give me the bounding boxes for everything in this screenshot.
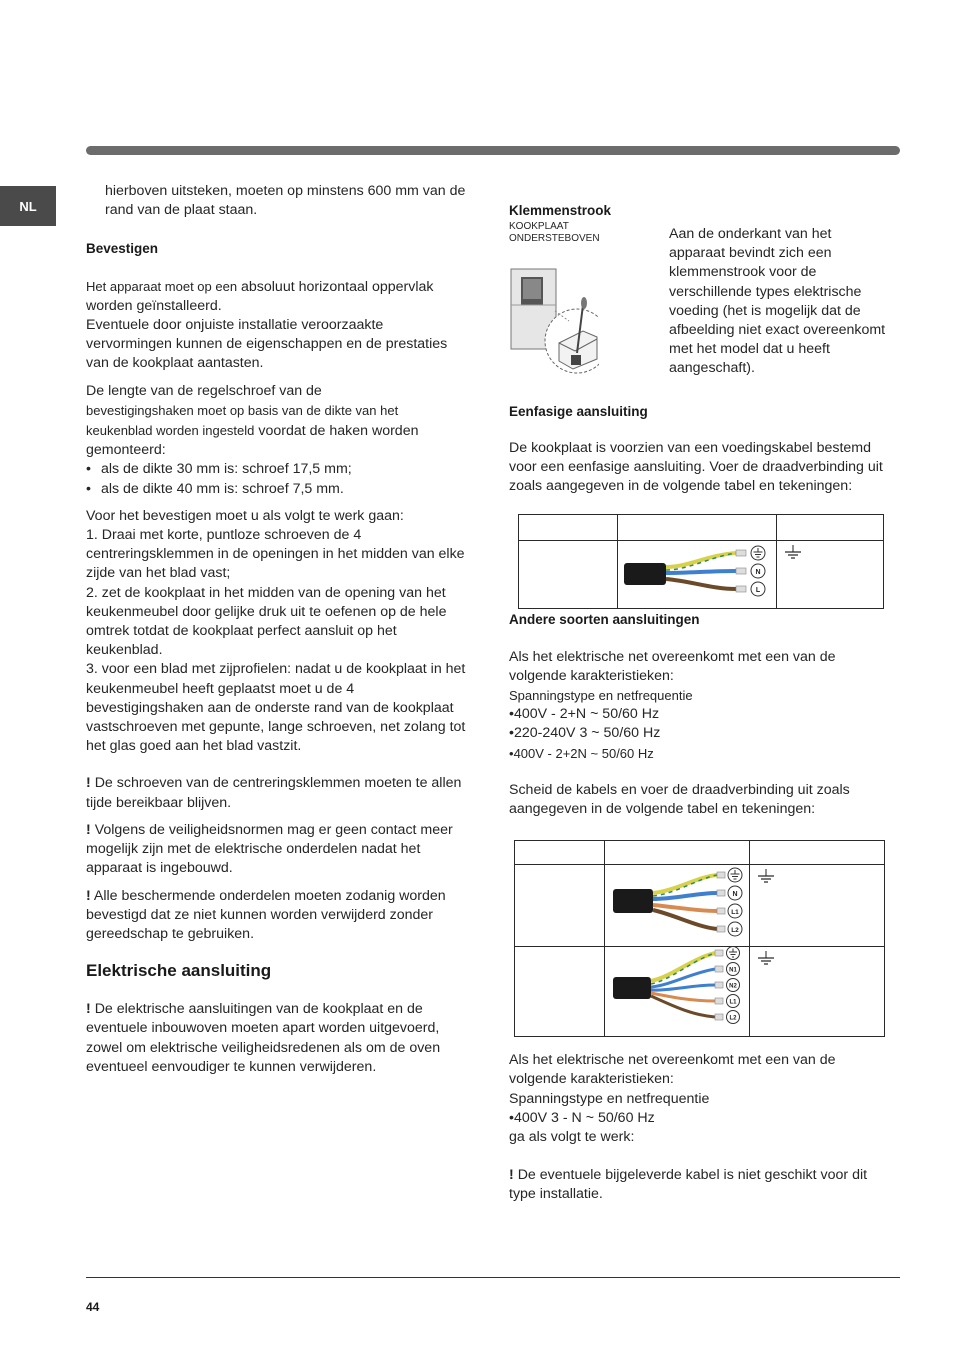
laatste-text-2: Spanningstype en netfrequentie [509, 1090, 710, 1107]
eenfasig-text: De kookplaat is voorzien van een voedingskabel bestemd voor een eenfasige aansluiting. Voer de draadverbinding uit zoals aangegeven in de volgende tabel en tekeningen: [509, 439, 883, 495]
table-header-cell [605, 841, 750, 865]
bullet-item: • als de dikte 30 mm is: schroef 17,5 mm; [86, 460, 468, 479]
bevestigen-paragraph-2: De lengte van de regelschroef van de bevestigingshaken moet op basis van de dikte van het keukenblad worden ingesteld voordat de haken worden gemonteerd: [86, 382, 419, 459]
wiring-cell [618, 541, 777, 609]
table-header-cell [519, 515, 618, 541]
earth-icon [754, 869, 778, 889]
table-header-cell [750, 841, 885, 865]
wiring-diagram-3-terminals [605, 865, 749, 941]
terminal-label: L1 [731, 909, 739, 916]
step-2: 2. zet de kookplaat in het midden van de opening van het keukenmeubel door gelijke druk uit te oefenen op de hele omtrek totdat de kookplaat perfect aansluit op het keukenblad. [86, 584, 447, 659]
left-column [86, 182, 468, 1077]
single-phase-wiring-diagram [618, 541, 776, 603]
terminal-label: L2 [729, 1015, 737, 1022]
right-column [509, 203, 889, 1205]
warning-1: ! De schroeven van de centreringsklemmen moeten te allen tijde bereikbaar blijven. [86, 775, 462, 811]
terminal-label: N [732, 891, 738, 898]
heading-eenfasig: Eenfasige aansluiting [509, 403, 648, 419]
single-phase-table [518, 514, 884, 609]
laatste-block [509, 1051, 889, 1204]
laatste-bullet: • 400V 3 - N ~ 50/60 Hz [509, 1109, 889, 1128]
multi-phase-table [514, 840, 885, 1037]
ground-cell [750, 865, 885, 947]
terminal-label: N [755, 569, 761, 576]
intro-text: hierboven uitsteken, moeten op minstens 600 mm van de rand van de plaat staan. [105, 183, 466, 219]
wiring-cell [605, 865, 750, 947]
heading-bevestigen: Bevestigen [86, 241, 159, 257]
ground-symbol-icon [751, 546, 765, 560]
ground-cell [750, 947, 885, 1037]
terminal-label: N2 [729, 983, 737, 990]
table-cell [519, 541, 618, 609]
table-header-cell [618, 515, 777, 541]
figure-label: KOOKPLAAT [509, 221, 569, 232]
earth-icon [781, 545, 805, 565]
heading-andere: Andere soorten aansluitingen [509, 612, 700, 628]
terminal-label: N1 [729, 967, 737, 974]
terminal-board-figure [509, 221, 659, 331]
hob-underside-illustration [509, 265, 599, 380]
page-number: 44 [86, 1300, 100, 1314]
andere-text-1: Als het elektrische net overeenkomt met een van de volgende karakteristieken: [509, 648, 836, 684]
laatste-text-3: ga als volgt te werk: [509, 1129, 635, 1146]
bevestigen-steps-intro: Voor het bevestigen moet u als volgt te werk gaan: [86, 507, 404, 524]
voltage-bullet: • 220-240V 3 ~ 50/60 Hz [509, 724, 889, 743]
step-3: 3. voor een blad met zijprofielen: nadat u de kookplaat in het keukenmeubel heeft geplaatst moet u de 4 bevestigingshaken aan de onderste rand van de kookplaat vastschroeven met gepunte, lange schroeven, net zolang tot het glas goed aan het blad vastzit. [86, 661, 466, 755]
heading-elektrische-aansluiting: Elektrische aansluiting [86, 961, 272, 981]
terminal-label: L [755, 587, 761, 594]
klemmenstrook-text: Aan de onderkant van het apparaat bevindt zich een klemmenstrook voor de verschillende types elektrische voeding (het is mogelijk dat de afbeelding niet exact overeenkomt met het model dat u heeft aangeschaft). [669, 226, 886, 377]
table-cell [515, 947, 605, 1037]
terminal-label: L1 [729, 999, 737, 1006]
voltage-bullet: • 400V - 2+2N ~ 50/60 Hz [509, 744, 889, 763]
warning-5: ! De eventuele bijgeleverde kabel is niet geschikt voor dit type installatie. [509, 1167, 868, 1203]
voltage-bullet: • 400V - 2+N ~ 50/60 Hz [509, 705, 889, 724]
heading-klemmenstrook: Klemmenstrook [509, 203, 612, 218]
warning-3: ! Alle beschermende onderdelen moeten zodanig worden bevestigd dat ze niet kunnen worden verwijderd zonder gereedschap te gebruiken. [86, 887, 446, 942]
top-rule [86, 146, 900, 155]
wiring-diagram-4-terminals [605, 947, 749, 1031]
bullet-item: • als de dikte 40 mm is: schroef 7,5 mm. [86, 480, 468, 499]
step-1: 1. Draai met korte, puntloze schroeven de 4 centreringsklemmen in de openingen in het midden van elke zijde van het blad vast; [86, 527, 465, 582]
earth-icon [754, 951, 778, 971]
warning-4: ! De elektrische aansluitingen van de kookplaat en de eventuele inbouwoven moeten apart worden uitgevoerd, zowel om elektrische veiligheidsredenen als om de oven eventueel eenvoudiger te kunnen verwijderen. [86, 1001, 441, 1075]
table-cell [515, 865, 605, 947]
wiring-cell [605, 947, 750, 1037]
ground-cell [777, 541, 884, 609]
footer-rule [86, 1277, 900, 1278]
laatste-text-1: Als het elektrische net overeenkomt met een van de volgende karakteristieken: [509, 1052, 836, 1088]
warning-2: ! Volgens de veiligheidsnormen mag er geen contact meer mogelijk zijn met de elektrische onderdelen nadat het apparaat is ingebouwd. [86, 821, 453, 877]
figure-label: ONDERSTEBOVEN [509, 233, 600, 244]
language-tab: NL [0, 186, 56, 226]
ground-symbol-icon [727, 947, 740, 960]
bevestigen-paragraph-1: Het apparaat moet op een absoluut horizontaal oppervlak worden geïnstalleerd. Eventuele door onjuiste installatie veroorzaakte vervormingen kunnen de eigenschappen en de prestaties van de kookplaat aantasten. [86, 278, 448, 372]
table-header-cell [515, 841, 605, 865]
andere-text-3: Scheid de kabels en voer de draadverbinding uit zoals aangegeven in de volgende tabel en tekeningen: [509, 781, 850, 818]
terminal-label: L2 [731, 927, 739, 934]
ground-symbol-icon [728, 868, 742, 882]
table-header-cell [777, 515, 884, 541]
andere-text-2: Spanningstype en netfrequentie [509, 688, 693, 704]
